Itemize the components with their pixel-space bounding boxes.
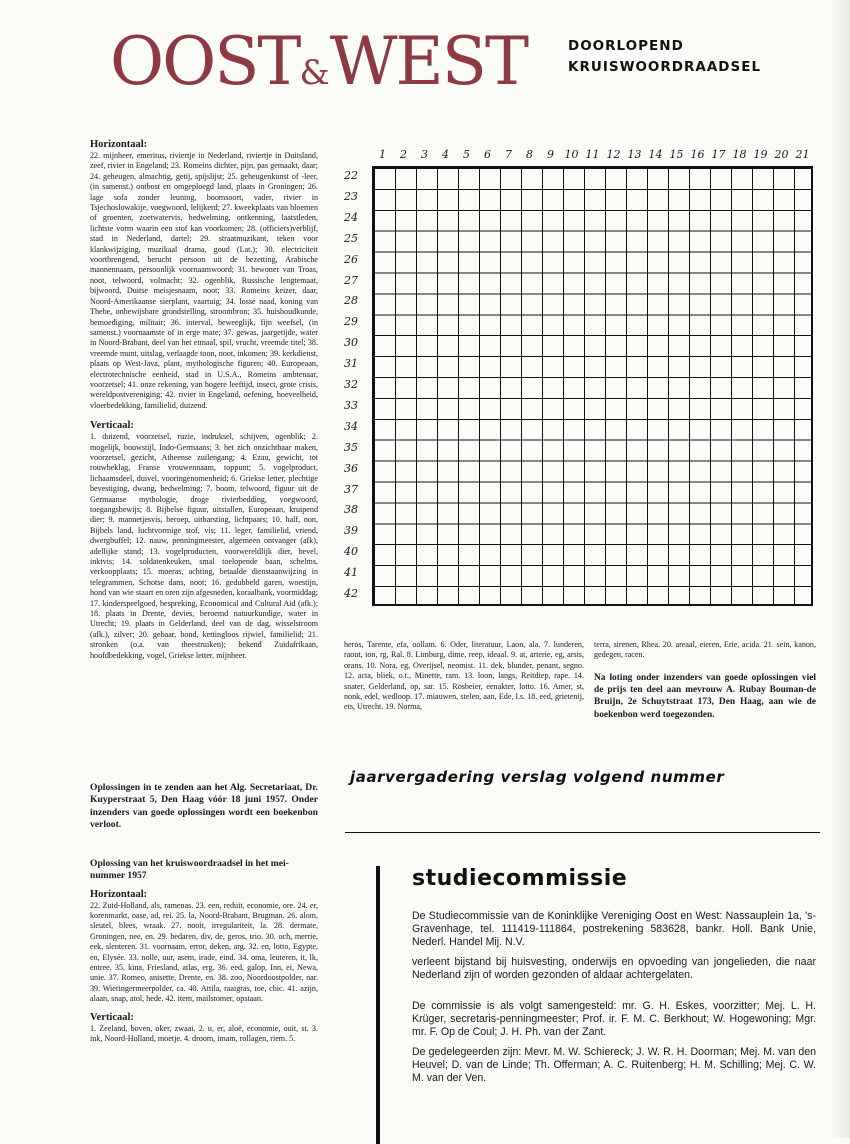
horizontal-heading: Horizontaal: (90, 139, 148, 150)
studiecommissie-title: studiecommissie (412, 866, 628, 891)
row-number: 32 (344, 378, 358, 391)
row-number: 25 (344, 231, 358, 245)
solution-title: Oplossing van het kruiswoordraadsel in het mei-nummer 1957 (90, 858, 289, 882)
studiecommissie-members: De commissie is als volgt samengesteld: mr. G. H. Eskes, voorzitter; Mej. L. H. Krüger, secretaris-penningmeester; Prof. ir. F. M. C. Berkhout; W. Hogewoning; Mgr. mr. F. Op de Coul; J. H. Ph. van der Zant. (412, 1000, 816, 1039)
column-number: 5 (463, 148, 470, 161)
logo-west: WEST (329, 23, 527, 100)
row-number: 30 (344, 336, 358, 350)
row-number: 39 (344, 524, 358, 538)
row-number: 27 (344, 273, 358, 287)
column-number: 7 (505, 148, 512, 161)
solution-vertical-continued: heros, Tarente, efa, oollam. 6. Oder, literatuur, Laon, ala. 7. lunderen, raout, ion, rg, Ral. 8. Limburg, dime, reep, ideaal. 9. at, arterie, eg, arsis, orans. 10. Nora, eg, Overijsel, neomist. 11. dek, blunder, penant, segno. 12. acta, bliek, o.t., Minette, ram. 13. loon, langs, Reitdiep, rape. 14. snater, Gelderland, op, sar. 15. Rosbeier, eenakter, lotto. 16. Amer, st, nonk, edel, wedloop. 17. miauwen, stelen, aan, Ede, l.s. 18. eed, grietenij, ets, Utrecht. 19. Norma, (344, 640, 584, 712)
column-number: 11 (585, 148, 600, 161)
row-number: 40 (344, 545, 358, 559)
column-number: 20 (774, 148, 789, 161)
vertical-heading: Verticaal: (90, 420, 134, 432)
column-number: 2 (400, 148, 407, 161)
row-number: 34 (344, 419, 358, 433)
column-number: 16 (690, 148, 705, 161)
winner-announcement: Na loting onder inzenders van goede oplossingen viel de prijs ten deel aan mevrouw A. Rubay Bouman-de Bruijn, 2e Schuytstraat 173, Den Haag, aan wie de boekenbon werd toegezonden. (594, 673, 816, 720)
column-number: 12 (606, 148, 621, 161)
logo-oost: OOST (110, 23, 300, 100)
row-number: 35 (344, 440, 358, 454)
column-number: 4 (442, 148, 449, 161)
row-number: 22 (344, 169, 358, 182)
column-number: 8 (526, 148, 533, 161)
row-number: 31 (344, 357, 358, 371)
column-number: 1 (379, 148, 386, 161)
column-number: 10 (564, 148, 579, 161)
solution-vertical-end: terra, sirenen, Rhea. 20. areaal, eieren, Erie, acida. 21. sein, kanon, gedegen, racen. (594, 640, 816, 660)
row-number: 28 (344, 294, 358, 308)
section-bar (376, 866, 380, 1144)
row-number: 36 (344, 461, 358, 475)
studiecommissie-delegates: De gedelegeerden zijn: Mevr. M. W. Schiereck; J. W. R. H. Doorman; Mej. M. van den Heuvel; D. van de Linde; Th. Offerman; A. C. Ruitenberg; H. M. Schilling; Mej. C. W. M. van der Ven. (412, 1046, 816, 1085)
row-number: 29 (344, 315, 358, 329)
column-number: 6 (484, 148, 491, 161)
title-line-1: DOORLOPEND (568, 38, 684, 54)
logo (110, 22, 530, 102)
studiecommissie-address: De Studiecommissie van de Koninklijke Vereniging Oost en West: Nassauplein 1a, 's-Gravenhage, tel. 111419-111864, postrekening 583628, bankr. Holl. Bank Unie, Nederl. Handel Mij. N.V. (412, 910, 816, 949)
row-number: 37 (344, 482, 358, 496)
column-number: 9 (547, 148, 554, 161)
row-number: 38 (344, 503, 358, 517)
row-number: 23 (344, 189, 358, 203)
entry-instructions: Oplossingen in te zenden aan het Alg. Secretariaat, Dr. Kuyperstraat 5, Den Haag vóór 18 juni 1957. Onder inzenders van goede oplossingen wordt een boekenbon verloot. (90, 782, 318, 830)
column-number: 15 (669, 148, 684, 161)
column-number: 3 (421, 148, 428, 161)
row-number: 24 (344, 210, 358, 224)
divider (345, 832, 820, 833)
column-number: 18 (732, 148, 747, 161)
logo-ampersand: & (299, 53, 330, 93)
page-title (568, 36, 838, 78)
crossword-puzzle (342, 148, 822, 608)
page-edge-shadow (830, 0, 850, 1138)
solution-vertical-heading: Verticaal: (90, 1011, 134, 1023)
solution-horizontal-text: 22. Zuid-Holland, als, ramenas. 23. een, reduit, economie, ore. 24. er, korenmarkt, oase, ad, rei. 25. la, Noord-Brabant, Brugman. 26. alom, sleutel, blees, wraak. 27. nooit, irregulariteit, la. 28. dermate, Groningen, nee, en. 29. bedaren, div, de, geros, trio. 30. och, merrie, eek, slenteren. 31. voornaam, error, deken, arg. 32. en, lotto, Egypte, en, Elysée. 33. nolle, uur, asem, irade, eind. 34. oma, leuteren, it, lk, entree. 35. kina, Friesland, atlas, erg. 36. eed, galop, Inn, ei, Newa, unie. 37. Romeo, anisette, Drente, en. 38. zoo, Noordoostpolder, nar. 39. Wieringermeerpolder, ca. 40. Attila, raaigras, toe, chic. 41. azijn, alaan, snap, atol, hede. 42. item, mailstomer, opstaan. (90, 900, 318, 1004)
solution-horizontal-heading: Horizontaal: (90, 888, 148, 900)
banner-text: jaarvergadering verslag volgend nummer (350, 768, 725, 786)
studiecommissie-purpose: verleent bijstand bij huisvesting, onderwijs en opvoeding van jongelieden, die naar Nederland zijn of worden gezonden of aldaar achtergelaten. (412, 956, 816, 982)
horizontal-clues: 22. mijnheer, emeritus, riviertje in Nederland, riviertje in Duitsland, zeef, rivier in Engeland; 23. Romeins dichter, pijn, pas gemaakt, daar; 24. geheugen, almachtig, getij, spijslijst; 25. geheugenkunst of -leer, (in samenst.) ontbost en omgeploegd land, plaats in Groningen; 26. lage sofa zonder leuning, boomsoort, vader, rivier in Tsjechoslowakije, voegwoord, lelijkerd; 27. kweekplaats van bloemen of groenten, zoetwatervis, bedwelming, ontkenning, laatstleden, lichtste vorm waarin een stof kan voorkomen; 28. (officiers)verblijf, stad in Nederland, dartel; 29. straatmuzikant, teken voor klankwijziging, muzikaal drama, goud (Lat.); 30. electriciteit voortbrengend, berucht persoon uit de bezetting, Arabische mannennaam, persoonlijk voornaamwoord; 31. bewoner van Troas, noot, telwoord, volmacht; 32. ogenblik, Russische lengtemaat, bijwoord, Duitse meisjesnaam, noot; 33. Romeins keizer, daar, Noord-Amerikaanse sierplant, vaartuig; 34. losse naad, koning van Thebe, onbewijsbare grondstelling, stroombron; 35. huishoudkunde, bemoediging, militair; 36. interval, beweeglijk, fijn weefsel, (in samenst.) voornaamste of in erge mate; 37. gewas, jaargetijde, water in Noord-Brabant, deel van het etmaal, spil, vrucht, vreemde titel; 38. vreemde munt, uitslag, verlaagde toon, noot, inkomen; 39. kerkdienst, plaats op West-Java, plant, mythologische figuren; 40. Europeaan, electrotechnische eenheid, stad in U.S.A., Romeins ambtenaar, voorzetsel; 41. onze rekening, van hogere leeftijd, insect, grote crisis, wereldpostvereniging; 42. rivier in Engeland, oefening, hoeveelheid, vloerbedekking, familielid, duizend. (90, 151, 318, 410)
row-number: 33 (344, 398, 358, 412)
row-number: 26 (344, 252, 358, 266)
row-number: 42 (344, 587, 358, 600)
clues-column (90, 138, 318, 661)
row-number: 41 (344, 566, 358, 580)
vertical-clues: 1. duizend, voorzetsel, ruzie, indruksel, schijven, ogenblik; 2. mogelijk, bouwstijl, Indo-Germaans; 3. het zich onzichtbaar maken, voorzetsel, gezicht, Atheense zuilengang; 4. Ezau, gewicht, tot rouwbeklag, Franse vrouwennaam, toppunt; 5. vogelproduct, lichaamsdeel, duivel, vooringenomenheid; 6. Griekse letter, plechtige bevestiging, dwang, bedwelming; 7. boom, telwoord, figuur uit de Germaanse mythologie, droge rivierbedding, voegwoord, toegangsbewijs; 8. Bijbelse figuur, uitstallen, Europeaan, kruipend dier; 9. mannetjesvis, beroep, uitbarsting, lichtpaars; 10. half, non, Bijbels land, luchtvormige stof, vis; 11. leger, familielid, vriend, dwergbuffel; 12. nauw, penningmeester, algemeen ontvanger (afk), adellijke stand; 13. vogelproducten, voorwereldlijk dier, bevel, inktvis; 14. soldatenkeuken, smal toelopende baan, schelms, verkoopplaats; 15. moeras, achting, betaalde dienstaanwijzing in telegrammen, Schotse dans, noot; 16. gedubbeld garen, woestijn, hond van wie staart en oren zijn afgesneden, koraalbank, voormiddag; 17. kinderspeelgoed, bespreking, Economical and Cultural Aid (afk.); 18. plaats in Drente, devies, beroemd natuurkundige, water in Utrecht; 19. plaats in Gelderland, deel van de dag, wisselstroom (afk.), zilver; 20. gebaar, bond, kettingloos rijwiel, familielid; 21. stronken (o.a. van theestruiken); bekend Zuidafrikaan, hoofdbedekking, vogel, Griekse letter, mijnheer. (90, 432, 318, 660)
column-number: 14 (648, 148, 663, 161)
column-number: 19 (753, 148, 768, 161)
column-number: 21 (795, 148, 810, 161)
solution-section (90, 858, 318, 1044)
next-issue-banner (350, 768, 825, 790)
column-number: 17 (711, 148, 726, 161)
title-line-2: KRUISWOORDRAADSEL (568, 59, 762, 75)
crossword-grid[interactable] (372, 166, 813, 606)
solution-vertical-text: 1. Zeeland, boven, oker, zwaai. 2. u, er, aloë, economie, ouit, st. 3. ink, Noord-Holland, moetje. 4. droom, imam, rollagen, riem. 5. (90, 1023, 318, 1044)
column-number: 13 (627, 148, 642, 161)
